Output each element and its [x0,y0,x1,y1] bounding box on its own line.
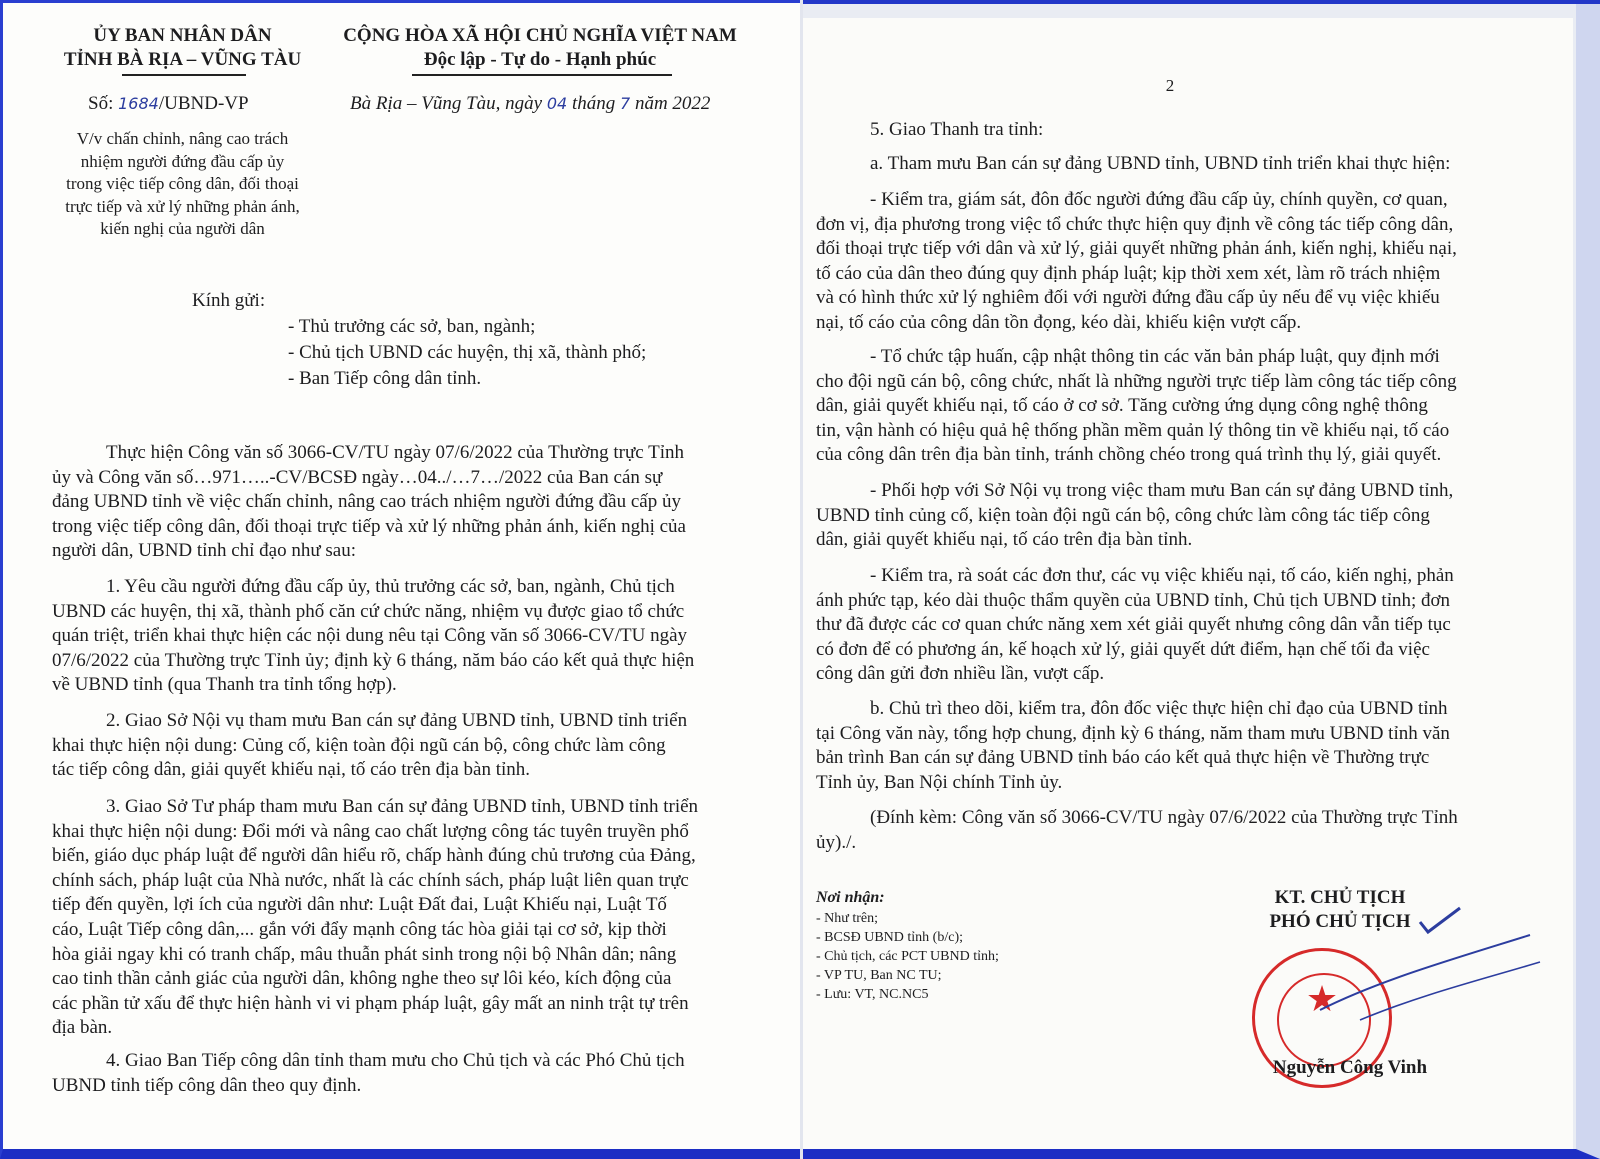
handwritten-number: 1684 [118,94,159,113]
motto-line: Độc lập - Tự do - Hạnh phúc [423,49,657,70]
sign-title-line: PHÓ CHỦ TỊCH [1269,911,1411,932]
bullet-3-paragraph: - Phối hợp với Sở Nội vụ trong việc tham mưu Ban cán sự đảng UBND tỉnh, UBND tỉnh củng cố, kiện toàn đội ngũ cán bộ, công chức làm công tác tiếp công dân, giải quyết khiếu nại, tố cáo trên địa bàn tỉnh. [816,480,1454,551]
recipient-item: - Chủ tịch UBND các huyện, thị xã, thành phố; [288,342,647,363]
item-5-heading: 5. Giao Thanh tra tỉnh: [870,119,1044,140]
authority-line: ỦY BAN NHÂN DÂN [93,25,272,46]
item-1-paragraph: 1. Yêu cầu người đứng đầu cấp ủy, thủ trưởng các sở, ban, ngành, Chủ tịch UBND các huyện, thị xã, thành phố căn cứ chức năng, nhiệm vụ được giao tổ chức quán triệt, triển khai thực hiện các nội dung nêu tại Công văn số 3066-CV/TU ngày 07/6/2022 của Thường trực Tỉnh ủy; định kỳ 6 tháng, năm báo cáo kết quả thực hiện về UBND tỉnh (qua Thanh tra tỉnh tổng hợp). [52,576,695,696]
seal-star-icon: ★ [1305,979,1339,1020]
recipient-item: - Thủ trưởng các sở, ban, ngành; [288,316,536,337]
intro-paragraph: Thực hiện Công văn số 3066-CV/TU ngày 07/6/2022 của Thường trực Tỉnh ủy và Công văn số…971…..-CV/BCSĐ ngày…04../…7…/2022 của Ban cán sự đảng UBND tỉnh về việc chấn chỉnh, nâng cao trách nhiệm người đứng đầu cấp ủy trong việc tiếp công dân, đối thoại trực tiếp và xử lý những phản ánh, kiến nghị của người dân, UBND tỉnh chỉ đạo như sau: [52,442,686,562]
recipient-item: - Ban Tiếp công dân tỉnh. [288,368,482,389]
recipient-list [288,314,758,392]
handwritten-month: 7 [620,94,631,113]
noi-nhan-item: - VP TU, Ban NC TU; [816,968,942,983]
item-5a-text: a. Tham mưu Ban cán sự đảng UBND tỉnh, UBND tỉnh triển khai thực hiện: [870,153,1451,174]
bullet-4-paragraph: - Kiểm tra, rà soát các đơn thư, các vụ việc khiếu nại, tố cáo, kiến nghị, phản ánh phức tạp, kéo dài thuộc thẩm quyền của UBND tỉnh, Chủ tịch UBND tỉnh; đơn thư đã được các cơ quan chức năng xem xét giải quyết nhưng công dân vẫn tiếp tục có đơn để có phương án, kế hoạch xử lý, giải quyết dứt điểm, hạn chế tối đa việc công dân gửi đơn nhiều lần, vượt cấp. [816,565,1454,685]
authority-underline [122,74,246,76]
item-4-paragraph: 4. Giao Ban Tiếp công dân tỉnh tham mưu cho Chủ tịch và các Phó Chủ tịch UBND tỉnh tiếp công dân theo quy định. [52,1050,685,1096]
noi-nhan-item: - Lưu: VT, NC.NC5 [816,987,929,1002]
document-number: Số: 1684/UBND-VP [88,93,249,114]
authority-header [40,24,325,72]
recipients-footer [816,887,1076,1004]
subject-block: V/v chấn chỉnh, nâng cao trách nhiệm người đứng đầu cấp ủy trong việc tiếp công dân, đối thoại trực tiếp và xử lý những phản ánh, kiến nghị của người dân [65,129,300,238]
authority-line: TỈNH BÀ RỊA – VŨNG TÀU [63,49,302,70]
bullet-1-paragraph: - Kiểm tra, giám sát, đôn đốc người đứng đầu cấp ủy, chính quyền, cơ quan, đơn vị, địa phương trong việc tổ chức thực hiện quy định về công tác tiếp công dân, đối thoại trực tiếp với dân và xử lý, giải quyết những phản ánh, kiến nghị, khiếu nại, tố cáo của dân theo đúng quy định pháp luật; kịp thời xem xét, làm rõ trách nhiệm và có hình thức xử lý nghiêm đối với người đứng đầu cấp ủy nếu để vụ việc khiếu nại, tố cáo của công dân tồn đọng, kéo dài, khiếu kiện vượt cấp. [816,189,1457,333]
motto-underline [412,74,672,76]
attachment-note: (Đính kèm: Công văn số 3066-CV/TU ngày 07/6/2022 của Thường trực Tỉnh ủy)./. [816,807,1458,853]
page-number: 2 [1165,76,1175,95]
nation-line: CỘNG HÒA XÃ HỘI CHỦ NGHĨA VIỆT NAM [343,25,737,46]
top-accent-bar [800,0,1600,4]
signer-name: Nguyễn Công Vinh [1272,1057,1428,1078]
handwritten-day: 04 [546,94,568,113]
bullet-2-paragraph: - Tổ chức tập huấn, cập nhật thông tin các văn bản pháp luật, quy định mới cho đội ngũ cán bộ, công chức, nhất là những người trực tiếp làm công tác tiếp công dân, giải quyết khiếu nại, tố cáo ở cơ sở. Tăng cường ứng dụng công nghệ thông tin, vận hành có hiệu quả hệ thống phần mềm quản lý thông tin về khiếu nại, tố cáo của công dân trên địa bàn tỉnh, tránh chồng chéo trong quá trình thụ lý, giải quyết. [816,346,1457,466]
noi-nhan-item: - Chủ tịch, các PCT UBND tỉnh; [816,949,999,964]
noi-nhan-title: Nơi nhận: [816,889,885,906]
item-3-paragraph: 3. Giao Sở Tư pháp tham mưu Ban cán sự đảng UBND tỉnh, UBND tỉnh triển khai thực hiện nội dung: Đổi mới và nâng cao chất lượng công tác tuyên truyền phổ biến, giáo dục pháp luật để người dân hiểu rõ, chấp hành đúng chủ trương của Đảng, chính sách, pháp luật của Nhà nước, nhất là các chính sách, pháp luật liên quan trực tiếp đến quyền, lợi ích của người dân như: Luật Đất đai, Luật Khiếu nại, Luật Tố cáo, Luật Tiếp công dân,... gắn với đẩy mạnh công tác hòa giải tại cơ sở, kịp thời hòa giải ngay khi có tranh chấp, mâu thuẫn phát sinh trong nội bộ Nhân dân; nâng cao tinh thần cảnh giác của người dân, không nghe theo sự lôi kéo, kích động của các phần tử xấu để thực hiện hành vi vi phạm pháp luật, gây mất an ninh trật tự trên địa bàn. [52,796,699,1039]
item-5b-paragraph: b. Chủ trì theo dõi, kiểm tra, đôn đốc việc thực hiện chỉ đạo của UBND tỉnh tại Công văn này, tổng hợp chung, định kỳ 6 tháng, năm tham mưu UBND tỉnh văn bản trình Ban cán sự đảng UBND tỉnh báo cáo kết quả thực hiện về Thường trực Tỉnh ủy, Ban Nội chính Tỉnh ủy. [816,698,1450,793]
handwritten-signature-icon [1300,900,1560,1030]
national-header [325,24,755,72]
sign-title-line: KT. CHỦ TỊCH [1274,887,1406,908]
place-date: Bà Rịa – Vũng Tàu, ngày 04 tháng 7 năm 2022 [350,93,711,114]
kinh-gui-label: Kính gửi: [192,290,266,311]
item-2-paragraph: 2. Giao Sở Nội vụ tham mưu Ban cán sự đảng UBND tỉnh, UBND tỉnh triển khai thực hiện nội dung: Củng cố, kiện toàn đội ngũ cán bộ, công chức làm công tác tiếp công dân, giải quyết khiếu nại, tố cáo trên địa bàn tỉnh. [52,710,688,781]
noi-nhan-item: - Như trên; [816,911,879,926]
noi-nhan-item: - BCSĐ UBND tỉnh (b/c); [816,930,963,945]
